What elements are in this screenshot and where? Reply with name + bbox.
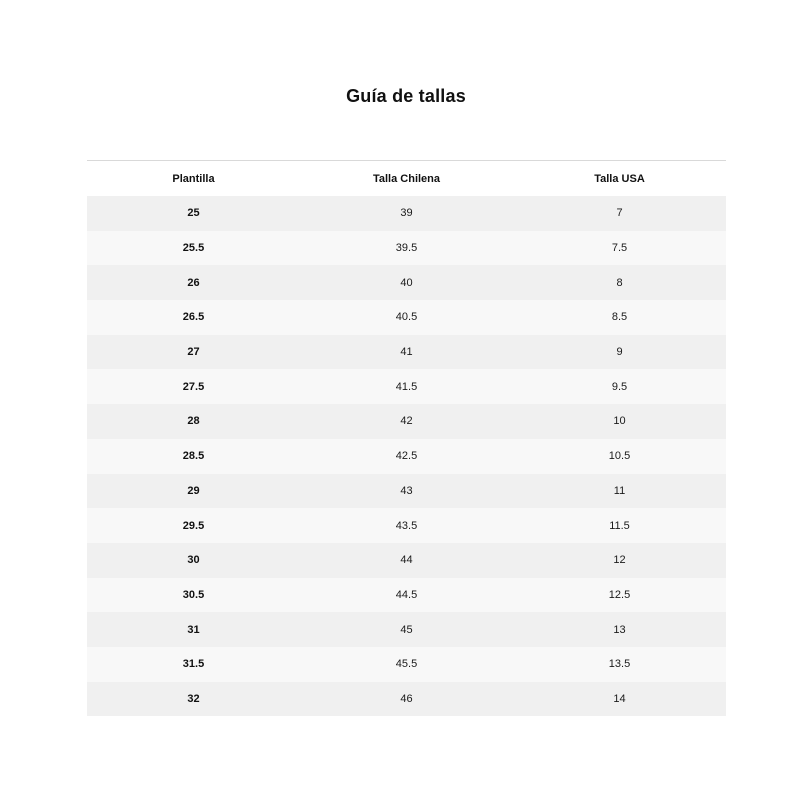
cell-talla-usa: 7 bbox=[513, 196, 726, 231]
cell-talla-chilena: 39 bbox=[300, 196, 513, 231]
header-talla-chilena: Talla Chilena bbox=[300, 161, 513, 197]
table-row bbox=[87, 612, 726, 647]
cell-plantilla: 27.5 bbox=[87, 369, 300, 404]
cell-talla-usa: 10.5 bbox=[513, 439, 726, 474]
cell-plantilla: 28.5 bbox=[87, 439, 300, 474]
cell-talla-usa: 10 bbox=[513, 404, 726, 439]
table-row bbox=[87, 439, 726, 474]
table-header-row bbox=[87, 161, 726, 197]
cell-talla-usa: 12.5 bbox=[513, 578, 726, 613]
cell-talla-usa: 14 bbox=[513, 682, 726, 717]
cell-talla-usa: 8.5 bbox=[513, 300, 726, 335]
cell-talla-chilena: 45.5 bbox=[300, 647, 513, 682]
cell-talla-chilena: 43 bbox=[300, 474, 513, 509]
cell-talla-chilena: 44.5 bbox=[300, 578, 513, 613]
cell-plantilla: 25.5 bbox=[87, 231, 300, 266]
cell-talla-chilena: 39.5 bbox=[300, 231, 513, 266]
cell-plantilla: 26.5 bbox=[87, 300, 300, 335]
size-guide-table bbox=[87, 160, 726, 716]
table-row bbox=[87, 508, 726, 543]
table-row bbox=[87, 265, 726, 300]
cell-plantilla: 30.5 bbox=[87, 578, 300, 613]
cell-talla-usa: 12 bbox=[513, 543, 726, 578]
table-row bbox=[87, 335, 726, 370]
cell-talla-chilena: 43.5 bbox=[300, 508, 513, 543]
table-row bbox=[87, 647, 726, 682]
table-row bbox=[87, 404, 726, 439]
cell-talla-usa: 13 bbox=[513, 612, 726, 647]
cell-plantilla: 32 bbox=[87, 682, 300, 717]
table-row bbox=[87, 682, 726, 717]
cell-plantilla: 31 bbox=[87, 612, 300, 647]
cell-talla-chilena: 44 bbox=[300, 543, 513, 578]
cell-talla-chilena: 42 bbox=[300, 404, 513, 439]
cell-talla-chilena: 41 bbox=[300, 335, 513, 370]
cell-talla-usa: 9 bbox=[513, 335, 726, 370]
page-title: Guía de tallas bbox=[346, 86, 466, 106]
table-row bbox=[87, 369, 726, 404]
cell-talla-usa: 11.5 bbox=[513, 508, 726, 543]
cell-talla-usa: 11 bbox=[513, 474, 726, 509]
cell-talla-chilena: 45 bbox=[300, 612, 513, 647]
table-row bbox=[87, 231, 726, 266]
cell-talla-chilena: 40.5 bbox=[300, 300, 513, 335]
table-row bbox=[87, 300, 726, 335]
table-row bbox=[87, 196, 726, 231]
cell-plantilla: 29.5 bbox=[87, 508, 300, 543]
cell-talla-chilena: 46 bbox=[300, 682, 513, 717]
header-plantilla: Plantilla bbox=[87, 161, 300, 197]
cell-talla-usa: 13.5 bbox=[513, 647, 726, 682]
cell-plantilla: 27 bbox=[87, 335, 300, 370]
cell-talla-chilena: 42.5 bbox=[300, 439, 513, 474]
cell-talla-usa: 8 bbox=[513, 265, 726, 300]
table-row bbox=[87, 543, 726, 578]
cell-plantilla: 30 bbox=[87, 543, 300, 578]
cell-plantilla: 29 bbox=[87, 474, 300, 509]
cell-talla-chilena: 41.5 bbox=[300, 369, 513, 404]
table-row bbox=[87, 578, 726, 613]
cell-plantilla: 28 bbox=[87, 404, 300, 439]
header-talla-usa: Talla USA bbox=[513, 161, 726, 197]
cell-talla-chilena: 40 bbox=[300, 265, 513, 300]
table-body bbox=[87, 196, 726, 716]
cell-talla-usa: 7.5 bbox=[513, 231, 726, 266]
cell-talla-usa: 9.5 bbox=[513, 369, 726, 404]
cell-plantilla: 25 bbox=[87, 196, 300, 231]
cell-plantilla: 31.5 bbox=[87, 647, 300, 682]
cell-plantilla: 26 bbox=[87, 265, 300, 300]
table-row bbox=[87, 474, 726, 509]
